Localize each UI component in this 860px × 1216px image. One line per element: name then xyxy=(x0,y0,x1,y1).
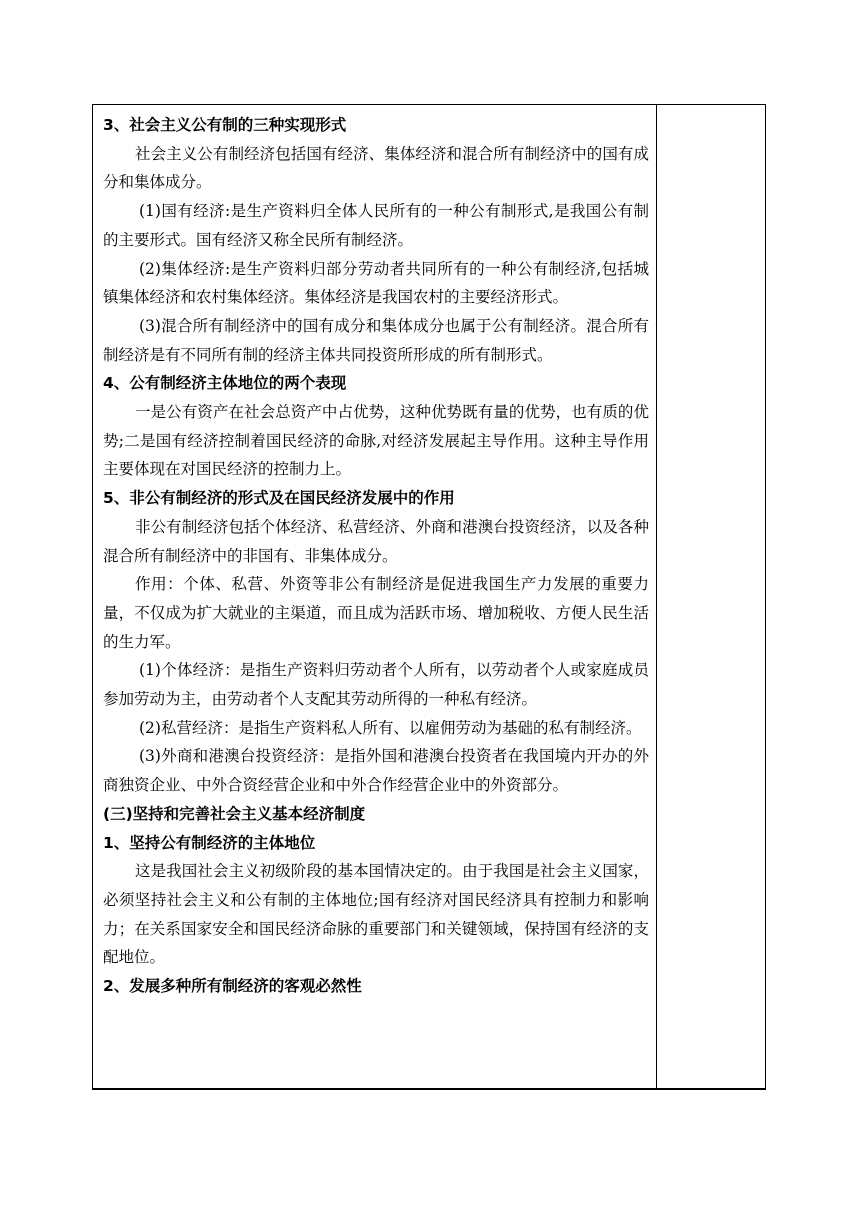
content-table xyxy=(92,104,766,1090)
paragraph: 这是我国社会主义初级阶段的基本国情决定的。由于我国是社会主义国家，必须坚持社会主义和公有制的主体地位;国有经济对国民经济具有控制力和影响力；在关系国家安全和国民经济命脉的重要部门和关键领域，保持国有经济的支配地位。 xyxy=(103,862,649,967)
content-cell xyxy=(103,111,649,1001)
paragraph: 社会主义公有制经济包括国有经济、集体经济和混合所有制经济中的国有成分和集体成分。 xyxy=(103,144,649,192)
section-heading: 1、坚持公有制经济的主体地位 xyxy=(103,833,316,852)
section-heading: 5、非公有制经济的形式及在国民经济发展中的作用 xyxy=(103,489,455,508)
paragraph: (3)混合所有制经济中的国有成分和集体成分也属于公有制经济。混合所有制经济是有不同所有制的经济主体共同投资所形成的所有制形式。 xyxy=(103,316,649,364)
section-heading: 4、公有制经济主体地位的两个表现 xyxy=(103,374,347,393)
section-heading: 2、发展多种所有制经济的客观必然性 xyxy=(103,977,362,996)
paragraph: (3)外商和港澳台投资经济：是指外国和港澳台投资者在我国境内开办的外商独资企业、中外合资经营企业和中外合作经营企业中的外资部分。 xyxy=(103,747,649,795)
paragraph: (2)集体经济:是生产资料归部分劳动者共同所有的一种公有制经济,包括城镇集体经济和农村集体经济。集体经济是我国农村的主要经济形式。 xyxy=(103,259,649,307)
section-heading: (三)坚持和完善社会主义基本经济制度 xyxy=(103,804,366,823)
section-heading: 3、社会主义公有制的三种实现形式 xyxy=(103,116,347,134)
paragraph: 作用：个体、私营、外资等非公有制经济是促进我国生产力发展的重要力量，不仅成为扩大就业的主渠道，而且成为活跃市场、增加税收、方便人民生活的生力军。 xyxy=(103,575,649,651)
paragraph: (2)私营经济：是指生产资料私人所有、以雇佣劳动为基础的私有制经济。 xyxy=(139,718,642,737)
paragraph: 非公有制经济包括个体经济、私营经济、外商和港澳台投资经济，以及各种混合所有制经济中的非国有、非集体成分。 xyxy=(103,517,649,565)
paragraph: (1)个体经济：是指生产资料归劳动者个人所有，以劳动者个人或家庭成员参加劳动为主，由劳动者个人支配其劳动所得的一种私有经济。 xyxy=(103,661,649,709)
paragraph: 一是公有资产在社会总资产中占优势，这种优势既有量的优势，也有质的优势;二是国有经济控制着国民经济的命脉,对经济发展起主导作用。这种主导作用主要体现在对国民经济的控制力上。 xyxy=(103,403,649,479)
paragraph: (1)国有经济:是生产资料归全体人民所有的一种公有制形式,是我国公有制的主要形式。国有经济又称全民所有制经济。 xyxy=(103,202,649,249)
notes-cell xyxy=(657,105,765,1088)
